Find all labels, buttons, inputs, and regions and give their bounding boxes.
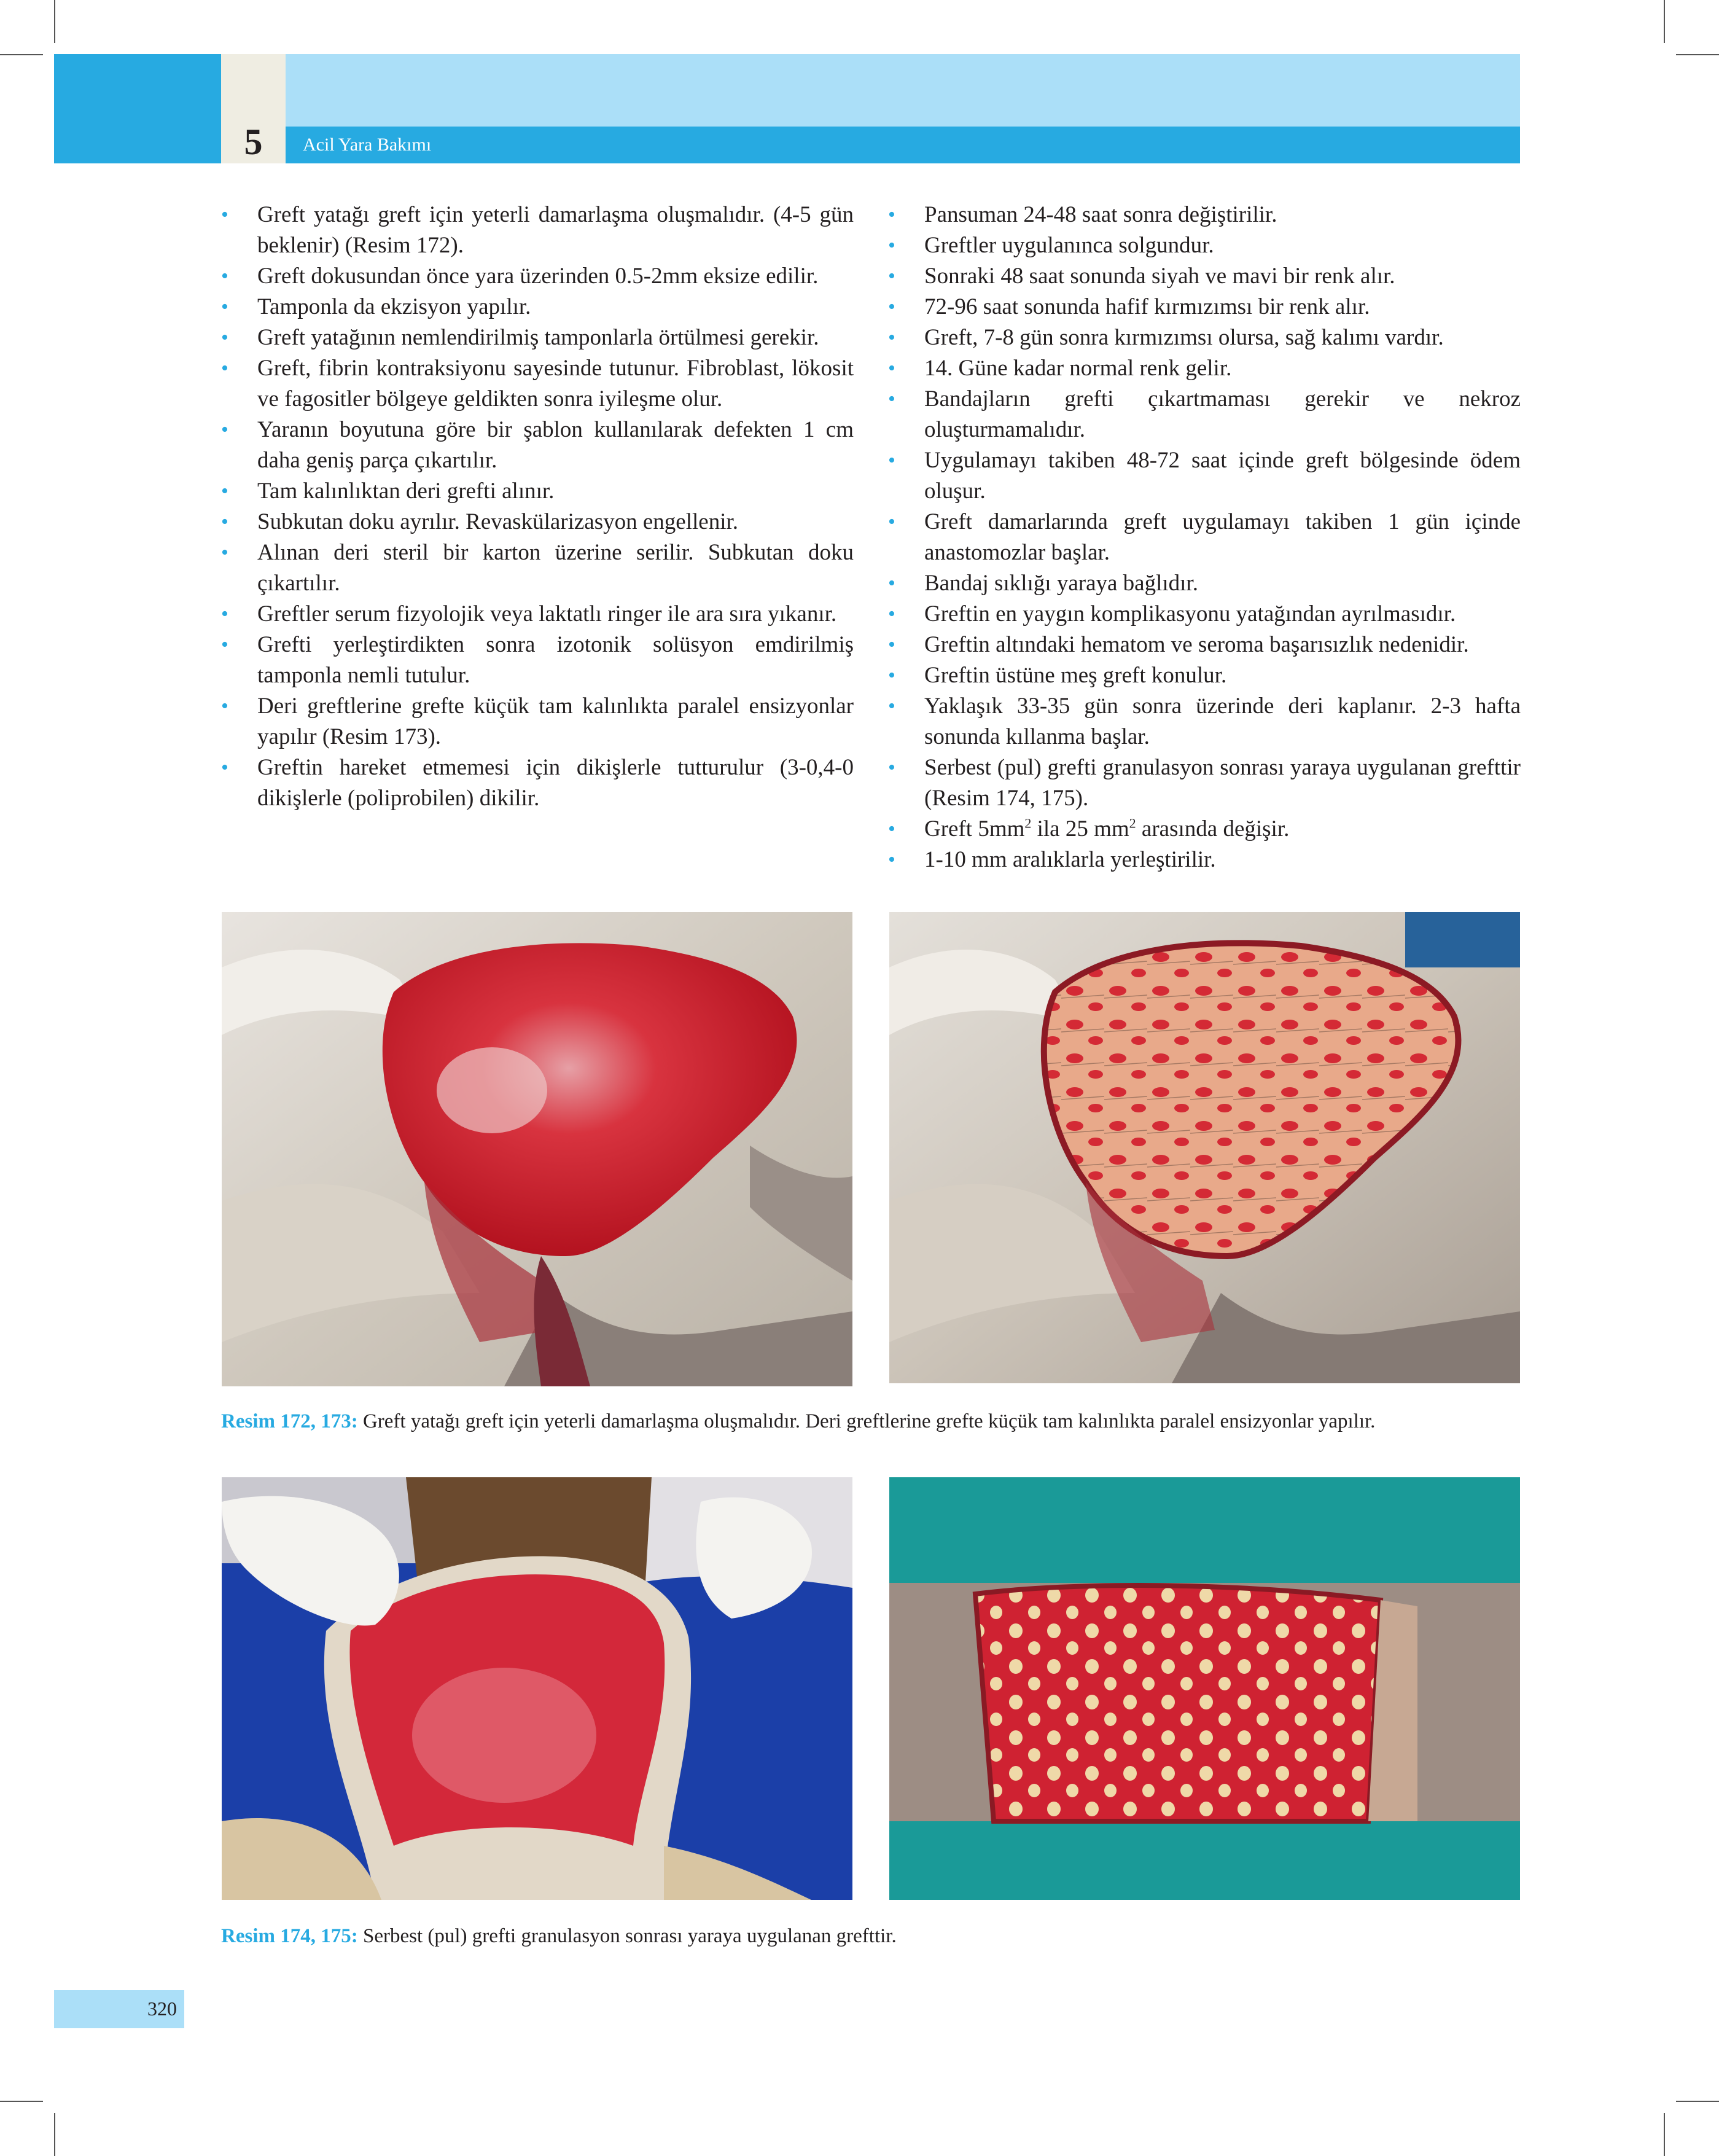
bullet-icon: • [221, 326, 228, 349]
list-item-text: Greftin en yaygın komplikasyonu yatağından ayrılmasıdır. [924, 601, 1456, 627]
bullet-icon: • [888, 265, 895, 287]
bullet-icon: • [888, 449, 895, 472]
bullet-icon: • [221, 480, 228, 502]
list-item [888, 691, 1521, 752]
list-item-text: Pansuman 24-48 saat sonra değiştirilir. [924, 202, 1277, 227]
crop-mark [54, 0, 55, 43]
list-item-text: Bandajların grefti çıkartmaması gerekir ve nekroz oluşturmamalıdır. [924, 386, 1521, 442]
list-item-text: Greft yatağının nemlendirilmiş tamponlarla örtülmesi gerekir. [257, 325, 819, 350]
bullet-icon: • [888, 388, 895, 410]
list-item-text: Greft, fibrin kontraksiyonu sayesinde tutunur. Fibroblast, lökosit ve fagositler bölgeye geldikten sonra iyileşme olur. [257, 356, 854, 412]
list-item [221, 691, 854, 752]
list-item [221, 415, 854, 476]
list-item-text: Greft $5mm^2$ ila 25 $mm^2$ arasında değişir. [924, 815, 1290, 842]
bullet-icon: • [888, 572, 895, 595]
bullet-icon: • [888, 203, 895, 226]
list-item-text: Serbest (pul) grefti granulasyon sonrası yaraya uygulanan grefttir (Resim 174, 175). [924, 755, 1521, 811]
bullet-icon: • [221, 203, 228, 226]
chapter-title: Acil Yara Bakımı [303, 135, 432, 155]
list-item-text: Tamponla da ekzisyon yapılır. [257, 294, 531, 319]
figure-caption-2 [221, 1923, 1520, 1950]
header-band [221, 54, 1520, 127]
bullet-icon: • [888, 295, 895, 318]
list-item-text: Greftin üstüne meş greft konulur. [924, 663, 1227, 688]
crop-mark [1676, 54, 1719, 55]
bullet-icon: • [221, 603, 228, 625]
bullet-icon: • [221, 510, 228, 533]
list-item-text: Grefti yerleştirdikten sonra izotonik solüsyon emdirilmiş tamponla nemli tutulur. [257, 632, 854, 688]
list-item-text: Greftin altındaki hematom ve seroma başarısızlık nedenidir. [924, 632, 1469, 657]
list-item [221, 507, 854, 537]
list-item-text: Alınan deri steril bir karton üzerine serilir. Subkutan doku çıkartılır. [257, 540, 854, 596]
photo-resim-175 [889, 1477, 1520, 1900]
list-item [888, 261, 1521, 292]
bullet-icon: • [221, 541, 228, 564]
bullet-icon: • [221, 633, 228, 656]
list-item-text: 72-96 saat sonunda hafif kırmızımsı bir renk alır. [924, 294, 1370, 319]
list-item [888, 660, 1521, 691]
caption-label: Resim 174, 175: [221, 1925, 358, 1947]
list-item-text: Greftler serum fizyolojik veya laktatlı ringer ile ara sıra yıkanır. [257, 601, 837, 627]
bullet-icon: • [221, 695, 228, 717]
list-item-text: Yaklaşık 33-35 gün sonra üzerinde deri kaplanır. 2-3 hafta sonunda kıllanma başlar. [924, 693, 1521, 749]
list-item-text: Greftler uygulanınca solgundur. [924, 233, 1214, 258]
list-item [221, 322, 854, 353]
figure-caption-1 [221, 1408, 1520, 1435]
list-item [888, 384, 1521, 445]
list-item [221, 476, 854, 507]
bullet-icon: • [888, 357, 895, 380]
list-item [888, 752, 1521, 814]
list-item-text: Uygulamayı takiben 48-72 saat içinde greft bölgesinde ödem oluşur. [924, 448, 1521, 504]
crop-mark [54, 2113, 55, 2156]
bullet-icon: • [888, 848, 895, 871]
list-item [888, 507, 1521, 568]
list-item-text: Subkutan doku ayrılır. Revaskülarizasyon engellenir. [257, 509, 738, 534]
list-item-text: Greft yatağı greft için yeterli damarlaşma oluşmalıdır. (4-5 gün beklenir) (Resim 172). [257, 202, 854, 258]
bullet-icon: • [888, 695, 895, 717]
list-item [221, 537, 854, 599]
right-bullet-list [888, 200, 1521, 875]
list-item [888, 845, 1521, 875]
left-bullet-list [221, 200, 854, 814]
bullet-icon: • [888, 234, 895, 257]
list-item-text: Greftin hareket etmemesi için dikişlerle tutturulur (3-0,4-0 dikişlerle (poliprobilen) dikilir. [257, 755, 854, 811]
list-item [221, 630, 854, 691]
list-item [888, 322, 1521, 353]
list-item-text: Greft damarlarında greft uygulamayı takiben 1 gün içinde anastomozlar başlar. [924, 509, 1521, 565]
list-item [888, 200, 1521, 230]
bullet-icon: • [888, 664, 895, 687]
bullet-icon: • [221, 357, 228, 380]
list-item [888, 599, 1521, 630]
list-item-text: 1-10 mm aralıklarla yerleştirilir. [924, 847, 1216, 872]
bullet-icon: • [221, 265, 228, 287]
bullet-icon: • [888, 326, 895, 349]
page-number: 320 [147, 1998, 177, 2020]
list-item [888, 445, 1521, 507]
bullet-icon: • [888, 510, 895, 533]
list-item [221, 599, 854, 630]
bullet-icon: • [221, 418, 228, 441]
crop-mark [0, 2101, 43, 2102]
list-item [888, 630, 1521, 660]
crop-mark [0, 54, 43, 55]
caption-label: Resim 172, 173: [221, 1410, 358, 1432]
bullet-icon: • [888, 756, 895, 779]
bullet-icon: • [221, 295, 228, 318]
list-item-text: Greft dokusundan önce yara üzerinden 0.5-2mm eksize edilir. [257, 264, 819, 289]
bullet-icon: • [888, 633, 895, 656]
list-item [888, 814, 1521, 845]
list-item [221, 292, 854, 322]
list-item [221, 200, 854, 261]
list-item-text: Deri greftlerine grefte küçük tam kalınlıkta paralel ensizyonlar yapılır (Resim 173). [257, 693, 854, 749]
list-item [221, 353, 854, 415]
list-item-text: Sonraki 48 saat sonunda siyah ve mavi bir renk alır. [924, 264, 1395, 289]
caption-text: Serbest (pul) grefti granulasyon sonrası yaraya uygulanan grefttir. [357, 1925, 897, 1947]
header-tab [54, 54, 221, 127]
list-item-text: Greft, 7-8 gün sonra kırmızımsı olursa, sağ kalımı vardır. [924, 325, 1444, 350]
list-item [888, 230, 1521, 261]
list-item [221, 752, 854, 814]
crop-mark [1664, 0, 1665, 43]
list-item [888, 353, 1521, 384]
list-item-text: 14. Güne kadar normal renk gelir. [924, 356, 1232, 381]
list-item [221, 261, 854, 292]
crop-mark [1664, 2113, 1665, 2156]
list-item-text: Yaranın boyutuna göre bir şablon kullanılarak defekten 1 cm daha geniş parça çıkartılır. [257, 417, 854, 473]
crop-mark [1676, 2101, 1719, 2102]
photo-resim-172 [222, 912, 852, 1386]
list-item-text: Bandaj sıklığı yaraya bağlıdır. [924, 571, 1198, 596]
list-item [888, 292, 1521, 322]
photo-resim-174 [222, 1477, 852, 1900]
bullet-icon: • [221, 756, 228, 779]
bullet-icon: • [888, 603, 895, 625]
list-item [888, 568, 1521, 599]
bullet-icon: • [888, 818, 895, 840]
caption-text: Greft yatağı greft için yeterli damarlaşma oluşmalıdır. Deri greftlerine grefte küçük tam kalınlıkta paralel ensizyonlar yapılır. [357, 1410, 1376, 1432]
photo-resim-173 [889, 912, 1520, 1383]
list-item-text: Tam kalınlıktan deri grefti alınır. [257, 478, 555, 504]
chapter-number: 5 [244, 122, 263, 162]
